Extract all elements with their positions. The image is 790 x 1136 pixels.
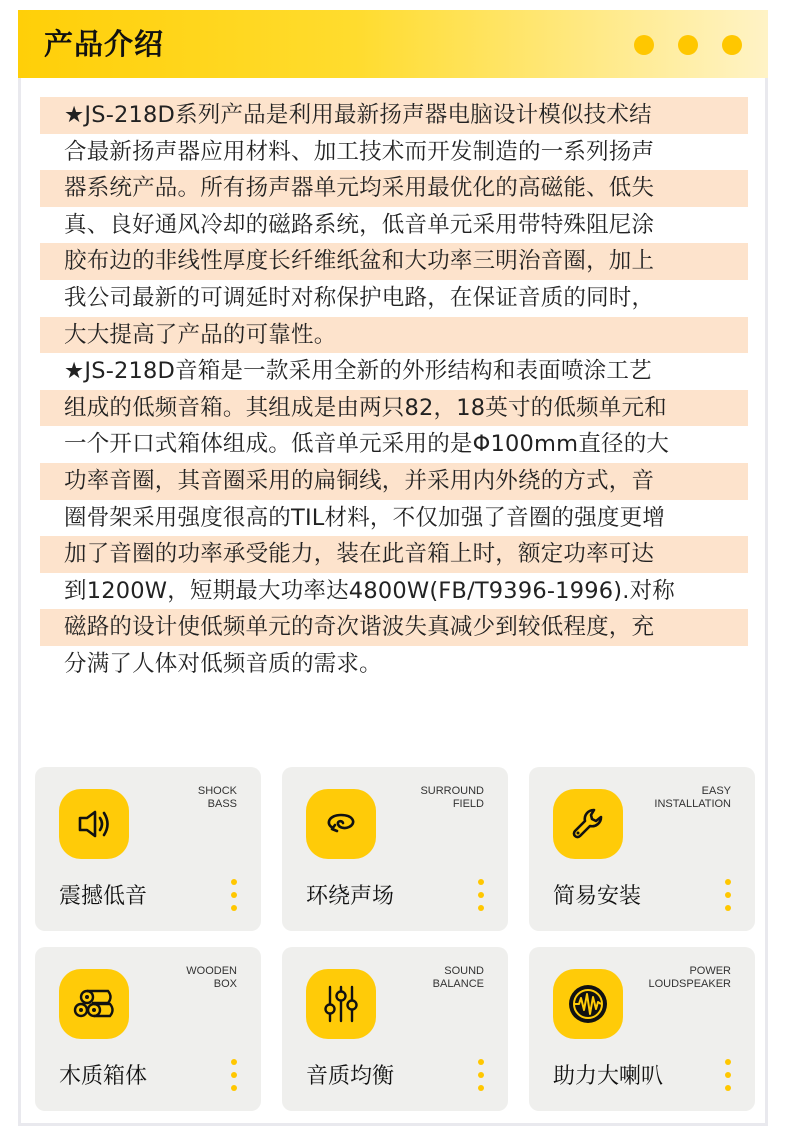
more-options-icon[interactable] bbox=[478, 879, 484, 918]
feature-tag: SHOCK BASS bbox=[197, 785, 237, 810]
description-line: 大大提高了产品的可靠性。 bbox=[40, 317, 748, 354]
description-line: ★JS-218D系列产品是利用最新扬声器电脑设计模似技术结 bbox=[40, 97, 748, 134]
feature-name: 助力大喇叭 bbox=[553, 1064, 664, 1089]
description-line: 磁路的设计使低频单元的奇次谐波失真减少到较低程度，充 bbox=[40, 609, 748, 646]
decor-dot bbox=[722, 35, 742, 55]
feature-card-surround-field[interactable] bbox=[282, 767, 508, 931]
more-options-icon[interactable] bbox=[231, 1059, 237, 1098]
feature-name: 环绕声场 bbox=[306, 884, 395, 909]
wrench-icon bbox=[553, 789, 623, 859]
feature-name: 木质箱体 bbox=[59, 1064, 148, 1089]
feature-card-easy-installation[interactable] bbox=[529, 767, 755, 931]
feature-card-power-loudspeaker[interactable] bbox=[529, 947, 755, 1111]
more-options-icon[interactable] bbox=[478, 1059, 484, 1098]
loudspeaker-icon bbox=[553, 969, 623, 1039]
feature-card-shock-bass[interactable] bbox=[35, 767, 261, 931]
description-line: 组成的低频音箱。其组成是由两只82，18英寸的低频单元和 bbox=[40, 390, 748, 427]
feature-card-sound-balance[interactable] bbox=[282, 947, 508, 1111]
more-options-icon[interactable] bbox=[725, 879, 731, 918]
feature-tag: SOUND BALANCE bbox=[432, 965, 484, 990]
feature-name: 音质均衡 bbox=[306, 1064, 395, 1089]
product-description bbox=[40, 97, 748, 683]
description-line: ★JS-218D音箱是一款采用全新的外形结构和表面喷涂工艺 bbox=[64, 358, 652, 385]
description-line: 到1200W，短期最大功率达4800W(FB/T9396-1996).对称 bbox=[64, 577, 675, 604]
feature-name: 简易安装 bbox=[553, 884, 642, 909]
description-line: 合最新扬声器应用材料、加工技术而开发制造的一系列扬声 bbox=[64, 138, 655, 165]
section-title: 产品介绍 bbox=[44, 27, 165, 61]
description-line: 真、良好通风冷却的磁路系统，低音单元采用带特殊阻尼涂 bbox=[64, 211, 655, 238]
more-options-icon[interactable] bbox=[725, 1059, 731, 1098]
more-options-icon[interactable] bbox=[231, 879, 237, 918]
section-header bbox=[18, 10, 768, 78]
feature-tag: EASY INSTALLATION bbox=[654, 785, 731, 810]
feature-tag: WOODEN BOX bbox=[186, 965, 237, 990]
equalizer-icon bbox=[306, 969, 376, 1039]
description-line: 加了音圈的功率承受能力，装在此音箱上时，额定功率可达 bbox=[40, 536, 748, 573]
wood-logs-icon bbox=[59, 969, 129, 1039]
description-line: 分满了人体对低频音质的需求。 bbox=[64, 650, 382, 677]
feature-card-wooden-box[interactable] bbox=[35, 947, 261, 1111]
description-line: 器系统产品。所有扬声器单元均采用最优化的高磁能、低失 bbox=[40, 170, 748, 207]
description-line: 胶布边的非线性厚度长纤维纸盆和大功率三明治音圈，加上 bbox=[40, 243, 748, 280]
decor-dot bbox=[634, 35, 654, 55]
speaker-icon bbox=[59, 789, 129, 859]
description-line: 我公司最新的可调延时对称保护电路，在保证音质的同时， bbox=[64, 284, 655, 311]
feature-tag: POWER LOUDSPEAKER bbox=[648, 965, 731, 990]
decor-dot bbox=[678, 35, 698, 55]
description-line: 圈骨架采用强度很高的TIL材料，不仅加强了音圈的强度更增 bbox=[64, 504, 666, 531]
feature-tag: SURROUND FIELD bbox=[420, 785, 484, 810]
description-line: 功率音圈，其音圈采用的扁铜线，并采用内外绕的方式，音 bbox=[40, 463, 748, 500]
surround-icon bbox=[306, 789, 376, 859]
description-line: 一个开口式箱体组成。低音单元采用的是Φ100mm直径的大 bbox=[64, 431, 670, 458]
feature-name: 震撼低音 bbox=[59, 884, 148, 909]
